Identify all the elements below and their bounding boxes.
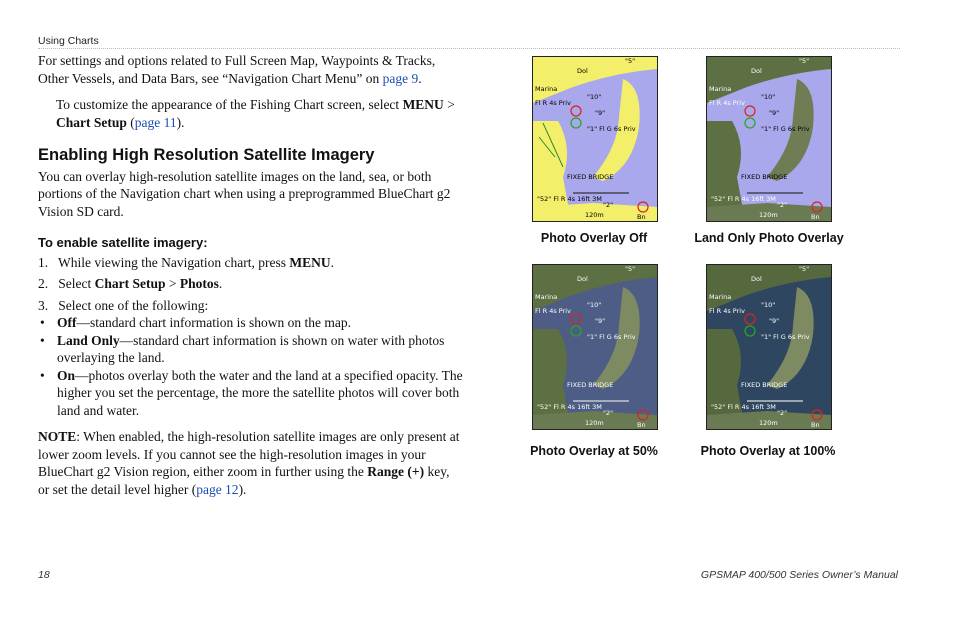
- caption-overlay-100: Photo Overlay at 100%: [700, 444, 836, 458]
- map-label: "52" Fl R 4s 16ft 3M: [711, 403, 776, 411]
- option-off: • Off—standard chart information is shown on the map.: [40, 315, 351, 330]
- figure-overlay-off: [532, 56, 658, 222]
- caption-land-only: Land Only Photo Overlay: [694, 231, 844, 245]
- map-label: "2": [777, 201, 788, 209]
- customize-paragraph: To customize the appearance of the Fishing Chart screen, select MENU > Chart Setup (page 11).: [56, 97, 455, 130]
- map-label: "5": [625, 57, 636, 65]
- map-label: Fl R 4s Priv: [709, 307, 745, 315]
- section-header: Using Charts: [38, 35, 99, 47]
- figure-overlay-50: [532, 264, 658, 430]
- manual-title: GPSMAP 400/500 Series Owner’s Manual: [700, 569, 898, 581]
- option-on: • On—photos overlay both the water and the land at a specified opacity. The higher you set the percentage, the more the satellite photos will cover both land and water.: [40, 367, 463, 418]
- text-column: [38, 52, 463, 498]
- map-label: "10": [587, 93, 602, 101]
- map-label: Marina: [709, 85, 732, 93]
- procedure-title: To enable satellite imagery:: [38, 235, 208, 250]
- map-label: Dol: [577, 275, 588, 283]
- map-label: "9": [769, 109, 780, 117]
- header-rule: [38, 48, 900, 49]
- map-label: "1" Fl G 6s Priv: [761, 125, 810, 133]
- map-label: "9": [595, 317, 606, 325]
- map-label: 120m: [585, 211, 604, 219]
- map-label: Fl R 4s Priv: [709, 99, 745, 107]
- map-label: "52" Fl R 4s 16ft 3M: [711, 195, 776, 203]
- map-label: 120m: [759, 419, 778, 427]
- map-label: Dol: [577, 67, 588, 75]
- map-label: Marina: [535, 85, 558, 93]
- step-2: 2. Select Chart Setup > Photos.: [38, 276, 223, 291]
- option-land-only: • Land Only—standard chart information is shown on water with photos overlaying the land.: [40, 332, 445, 365]
- step-3: 3. Select one of the following:: [38, 297, 209, 313]
- map-label: Bn: [811, 421, 820, 429]
- map-label: "1" Fl G 6s Priv: [761, 333, 810, 341]
- map-label: "2": [777, 409, 788, 417]
- map-label: "2": [603, 201, 614, 209]
- map-label: "1" Fl G 6s Priv: [587, 333, 636, 341]
- page-12-link[interactable]: page 12: [196, 481, 239, 497]
- map-label: FIXED BRIDGE: [567, 173, 614, 181]
- map-label: FIXED BRIDGE: [741, 381, 788, 389]
- map-label: "2": [603, 409, 614, 417]
- map-label: "52" Fl R 4s 16ft 3M: [537, 195, 602, 203]
- step-1: 1. While viewing the Navigation chart, press MENU.: [38, 254, 334, 270]
- caption-overlay-50: Photo Overlay at 50%: [530, 444, 658, 458]
- intro-paragraph: For settings and options related to Full Screen Map, Waypoints & Tracks, Other Vessels, and Data Bars, see “Navigation Chart Menu” on page 9.: [38, 53, 436, 86]
- map-label: "9": [595, 109, 606, 117]
- map-label: 120m: [585, 419, 604, 427]
- map-label: Dol: [751, 275, 762, 283]
- note-paragraph: NOTE: When enabled, the high-resolution satellite images are only present at lower zoom levels. If you cannot see the high-resolution images in your BlueChart g2 Vision region, either zoom in further using the Range (+) key, or set the detail level higher (page 12).: [38, 429, 460, 497]
- map-label: Marina: [709, 293, 732, 301]
- map-label: "10": [587, 301, 602, 309]
- map-label: Dol: [751, 67, 762, 75]
- map-label: Fl R 4s Priv: [535, 99, 571, 107]
- map-label: "1" Fl G 6s Priv: [587, 125, 636, 133]
- map-label: "5": [799, 265, 810, 273]
- map-label: Fl R 4s Priv: [535, 307, 571, 315]
- page-number: 18: [38, 569, 50, 581]
- caption-overlay-off: Photo Overlay Off: [540, 231, 648, 245]
- section-heading: Enabling High Resolution Satellite Imagery: [38, 146, 375, 164]
- page-11-link[interactable]: page 11: [134, 114, 177, 130]
- map-label: "5": [625, 265, 636, 273]
- map-label: FIXED BRIDGE: [567, 381, 614, 389]
- page-9-link[interactable]: page 9: [382, 70, 419, 86]
- map-label: FIXED BRIDGE: [741, 173, 788, 181]
- body-paragraph: You can overlay high-resolution satellite images on the land, sea, or both portions of the Navigation chart when using a preprogrammed BlueChart g2 Vision SD card.: [38, 168, 451, 219]
- map-label: Bn: [637, 421, 646, 429]
- map-label: "9": [769, 317, 780, 325]
- map-label: 120m: [759, 211, 778, 219]
- map-label: "10": [761, 301, 776, 309]
- figure-land-only: [706, 56, 832, 222]
- map-label: "5": [799, 57, 810, 65]
- map-label: Bn: [811, 213, 820, 221]
- figure-overlay-100: [706, 264, 832, 430]
- map-label: Marina: [535, 293, 558, 301]
- map-label: Bn: [637, 213, 646, 221]
- map-label: "52" Fl R 4s 16ft 3M: [537, 403, 602, 411]
- map-label: "10": [761, 93, 776, 101]
